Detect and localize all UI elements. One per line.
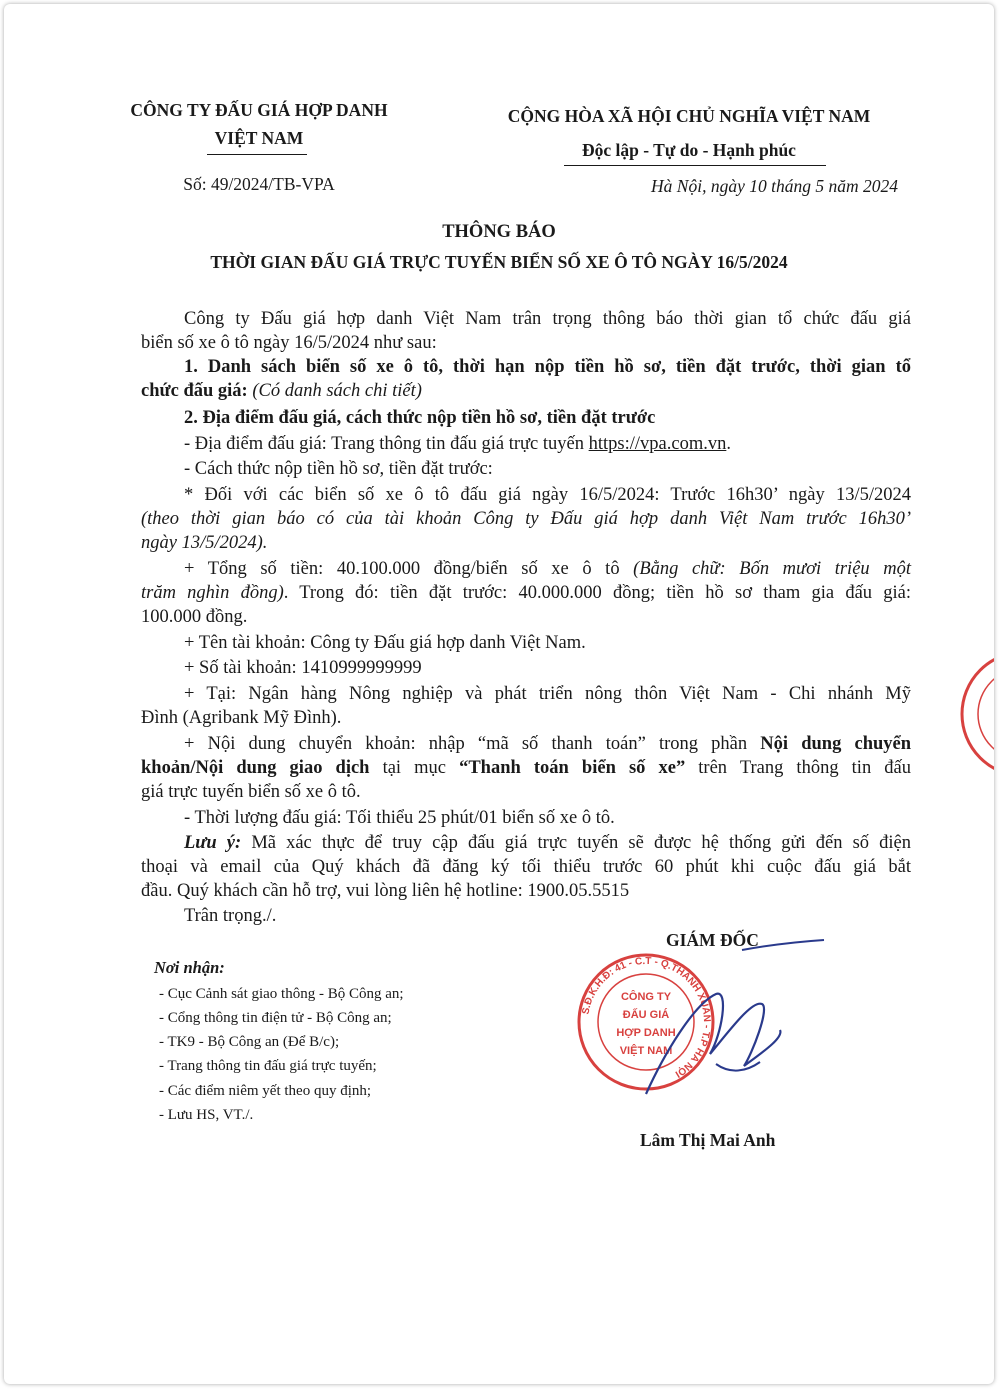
signature-scribble [634, 934, 834, 1104]
recipients-label: Nơi nhận: [154, 958, 225, 977]
edge-stamp [954, 644, 994, 784]
document-page [4, 4, 994, 1384]
place-date: Hà Nội, ngày 10 tháng 5 năm 2024 [651, 176, 898, 196]
nation-title: CỘNG HÒA XÃ HỘI CHỦ NGHĨA VIỆT NAM [507, 106, 871, 126]
org-underline [207, 154, 307, 155]
payment-method: - Cách thức nộp tiền hồ sơ, tiền đặt trước: [184, 459, 493, 479]
national-motto: Độc lập - Tự do - Hạnh phúc [582, 140, 796, 160]
motto-underline [564, 165, 826, 166]
recipient-item: - Cổng thông tin điện tử - Bộ Công an; [159, 1010, 392, 1026]
stamp-line-2: ĐẤU GIÁ [622, 1009, 670, 1021]
deadline-line-2: (theo thời gian báo có của tài khoản Công ty Đấu giá hợp danh Việt Nam trước 16h30’ [141, 509, 911, 529]
intro-line-2: biển số xe ô tô ngày 16/5/2024 như sau: [141, 333, 437, 353]
section-1-line-1: 1. Danh sách biển số xe ô tô, thời hạn nộp tiền hồ sơ, tiền đặt trước, thời gian tổ [184, 357, 911, 377]
note-line-3: đầu. Quý khách cần hỗ trợ, vui lòng liên hệ hotline: 1900.05.5515 [141, 881, 630, 901]
recipient-item: - Các điểm niêm yết theo quy định; [159, 1083, 372, 1099]
total-line-2 [141, 581, 911, 605]
transfer-line-3: giá trực tuyến biển số xe ô tô. [141, 782, 361, 802]
deadline-line-3: ngày 13/5/2024). [141, 533, 268, 553]
transfer-field-1: Nội dung chuyển [760, 734, 912, 754]
note-label: Lưu ý: [184, 833, 242, 853]
org-name-line1: CÔNG TY ĐẤU GIÁ HỢP DANH [130, 100, 388, 120]
director-name: Lâm Thị Mai Anh [640, 1130, 776, 1150]
director-title: GIÁM ĐỐC [666, 930, 759, 950]
section-2-title: 2. Địa điểm đấu giá, cách thức nộp tiền hồ sơ, tiền đặt trước [184, 408, 656, 428]
transfer-line-2 [141, 756, 911, 780]
transfer-text-end: trên Trang thông tin đấu [698, 758, 911, 778]
bank-line-2: Đình (Agribank Mỹ Đình). [141, 708, 342, 728]
deposit-breakdown: . Trong đó: tiền đặt trước: 40.000.000 đồng; tiền hồ sơ tham gia đấu giá: [283, 583, 912, 603]
notice-subtitle: THỜI GIAN ĐẤU GIÁ TRỰC TUYẾN BIỂN SỐ XE Ô TÔ NGÀY 16/5/2024 [210, 252, 788, 272]
transfer-field-2: khoản/Nội dung giao dịch [141, 758, 370, 778]
transfer-instruction: + Nội dung chuyển khoản: nhập “mã số thanh toán” trong phần [184, 734, 748, 754]
transfer-line-1 [141, 732, 911, 756]
deadline-line-1: * Đối với các biển số xe ô tô đấu giá ngày 16/5/2024: Trước 16h30’ ngày 13/5/2024 [184, 485, 911, 505]
recipient-item: - Lưu HS, VT./. [159, 1107, 254, 1123]
total-amount: + Tổng số tiền: 40.100.000 đồng/biển số xe ô tô [184, 559, 620, 579]
vpa-website-link[interactable]: https://vpa.com.vn [588, 434, 727, 454]
stamp-line-1: CÔNG TY [620, 991, 672, 1003]
total-in-words-end: trăm nghìn đồng) [141, 583, 284, 603]
org-name-line2: VIỆT NAM [214, 128, 304, 148]
total-line-3: 100.000 đồng. [141, 607, 248, 627]
location-end: . [726, 434, 731, 454]
intro-line-1: Công ty Đấu giá hợp danh Việt Nam trân trọng thông báo thời gian tổ chức đấu giá [184, 309, 911, 329]
note-line-2: thoại và email của Quý khách đã đăng ký tối thiểu trước 60 phút khi cuộc đấu giá bắt [141, 857, 911, 877]
location-line [141, 432, 911, 456]
recipient-item: - TK9 - Bộ Công an (Để B/c); [159, 1034, 340, 1050]
transfer-text: tại mục [382, 758, 446, 778]
account-number: + Số tài khoản: 1410999999999 [184, 658, 422, 678]
section-1-line-2 [141, 379, 911, 403]
document-number: Số: 49/2024/TB-VPA [183, 174, 335, 194]
stamp-ring-text: S.Đ.K.H.Đ: 41 - C.T - Q.THANH XUÂN - T.P HÀ NỘI [580, 955, 713, 1080]
recipient-item: - Trang thông tin đấu giá trực tuyến; [159, 1058, 377, 1074]
section-1-note: (Có danh sách chi tiết) [252, 381, 422, 401]
account-name: + Tên tài khoản: Công ty Đấu giá hợp danh Việt Nam. [184, 633, 586, 653]
section-1-label: chức đấu giá: [141, 381, 248, 401]
total-in-words: (Bằng chữ: Bốn mươi triệu một [633, 559, 911, 579]
payment-section-name: “Thanh toán biển số xe” [459, 758, 686, 778]
closing: Trân trọng./. [184, 906, 277, 926]
auction-duration: - Thời lượng đấu giá: Tối thiểu 25 phút/01 biển số xe ô tô. [184, 808, 615, 828]
note-text-1: Mã xác thực để truy cập đấu giá trực tuyến sẽ được hệ thống gửi đến số điện [251, 833, 912, 853]
stamp-line-4: VIỆT NAM [619, 1045, 673, 1057]
notice-title: THÔNG BÁO [442, 222, 556, 242]
stamp-line-3: HỢP DANH [616, 1027, 676, 1039]
bank-line-1: + Tại: Ngân hàng Nông nghiệp và phát triển nông thôn Việt Nam - Chi nhánh Mỹ [184, 684, 911, 704]
recipient-item: - Cục Cảnh sát giao thông - Bộ Công an; [159, 986, 404, 1002]
location-label: - Địa điểm đấu giá: Trang thông tin đấu giá trực tuyến [184, 434, 584, 454]
note-line-1 [141, 831, 911, 855]
total-line-1 [141, 557, 911, 581]
